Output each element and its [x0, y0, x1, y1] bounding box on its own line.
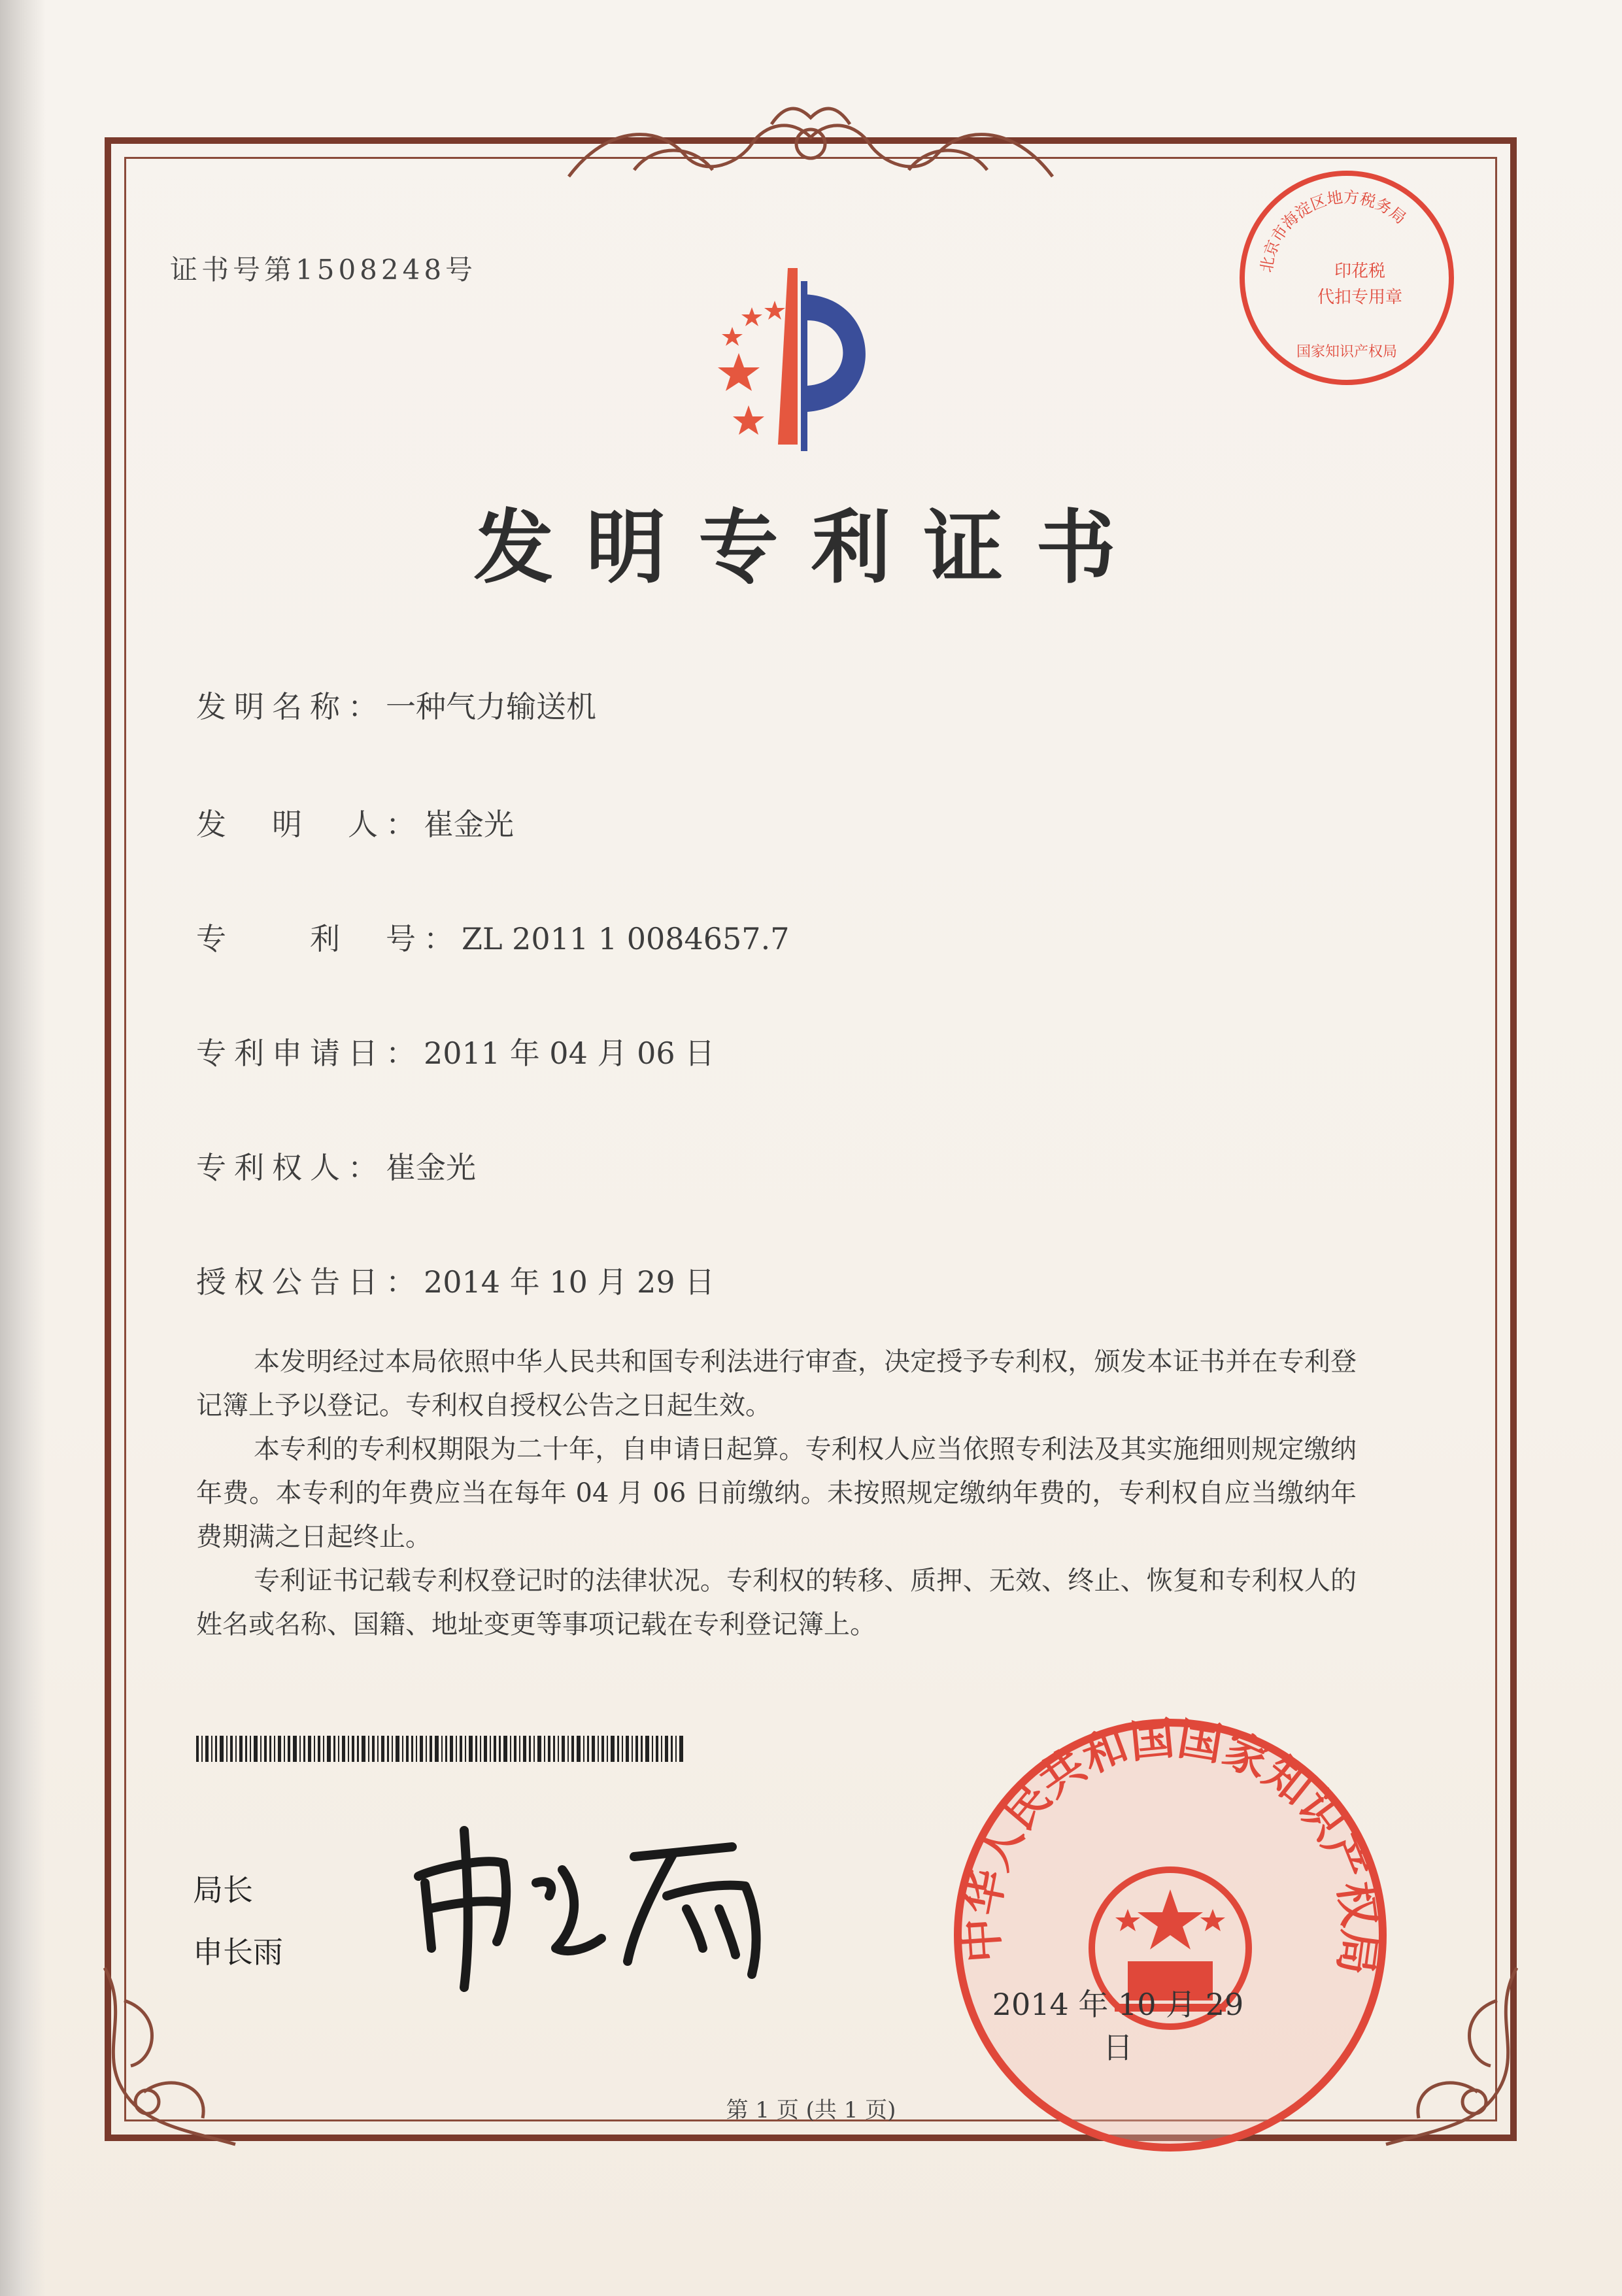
- field-invention-name: [196, 683, 596, 726]
- tax-stamp-line-1: 印花税: [1334, 262, 1386, 281]
- body-text: [196, 1340, 1357, 1647]
- field-label: 专 利 号：: [196, 921, 462, 956]
- tax-stamp: [1236, 167, 1458, 389]
- top-ornament: [556, 98, 1066, 190]
- barcode: [196, 1736, 686, 1762]
- svg-text:国家知识产权局: 国家知识产权局: [1296, 344, 1398, 360]
- field-value: 2011 年 04 月 06 日: [424, 1036, 715, 1071]
- field-value: 2014 年 10 月 29 日: [424, 1264, 715, 1300]
- field-value: 崔金光: [424, 807, 514, 842]
- field-value: ZL 2011 1 0084657.7: [462, 921, 790, 956]
- director-signature: [405, 1817, 811, 1994]
- paragraph-3: 专利证书记载专利权登记时的法律状况。专利权的转移、质押、无效、终止、恢复和专利权人的姓名或名称、国籍、地址变更等事项记载在专利登记簿上。: [196, 1566, 1357, 1640]
- field-inventor: [196, 801, 514, 844]
- corner-ornament-bottom-left: [85, 1961, 275, 2157]
- field-value: 一种气力输送机: [386, 689, 596, 724]
- official-seal: [948, 1713, 1393, 2157]
- paragraph-1: 本发明经过本局依照中华人民共和国专利法进行审查，决定授予专利权，颁发本证书并在专利登记簿上予以登记。专利权自授权公告之日起生效。: [196, 1347, 1357, 1421]
- scan-edge-shadow: [0, 0, 46, 2296]
- field-patent-number: [196, 915, 789, 958]
- paragraph-2: 本专利的专利权期限为二十年，自申请日起算。专利权人应当依照专利法及其实施细则规定缴纳年费。本专利的年费应当在每年 04 月 06 日前缴纳。未按照规定缴纳年费的，专利权自应当缴纳年费期满之日起终止。: [196, 1434, 1357, 1552]
- field-label: 专利权人：: [196, 1150, 386, 1185]
- director-name: 申长雨: [193, 1934, 283, 1970]
- seal-date: 2014 年 10 月 29 日: [992, 1987, 1244, 2065]
- certificate-number: 证书号第1508248号: [170, 254, 477, 286]
- seal-ring-text: 中华人民共和国国家知识产权局: [955, 1713, 1385, 1978]
- svg-text:北京市海淀区地方税务局: 北京市海淀区地方税务局: [1257, 188, 1410, 274]
- tax-stamp-line-2: 代扣专用章: [1317, 288, 1403, 307]
- page-title: 发明专利证书: [473, 501, 1149, 594]
- field-label: 发 明 人：: [196, 807, 424, 842]
- field-label: 专利申请日：: [196, 1036, 424, 1071]
- field-label: 发明名称：: [196, 689, 386, 724]
- field-label: 授权公告日：: [196, 1264, 424, 1300]
- field-value: 崔金光: [386, 1150, 476, 1185]
- patent-office-logo-icon: [667, 255, 941, 458]
- field-application-date: [196, 1030, 715, 1073]
- field-grant-date: [196, 1258, 715, 1302]
- page-footer: 第 1 页 (共 1 页): [726, 2097, 896, 2123]
- director-title: 局长: [193, 1872, 253, 1908]
- field-patentee: [196, 1144, 476, 1187]
